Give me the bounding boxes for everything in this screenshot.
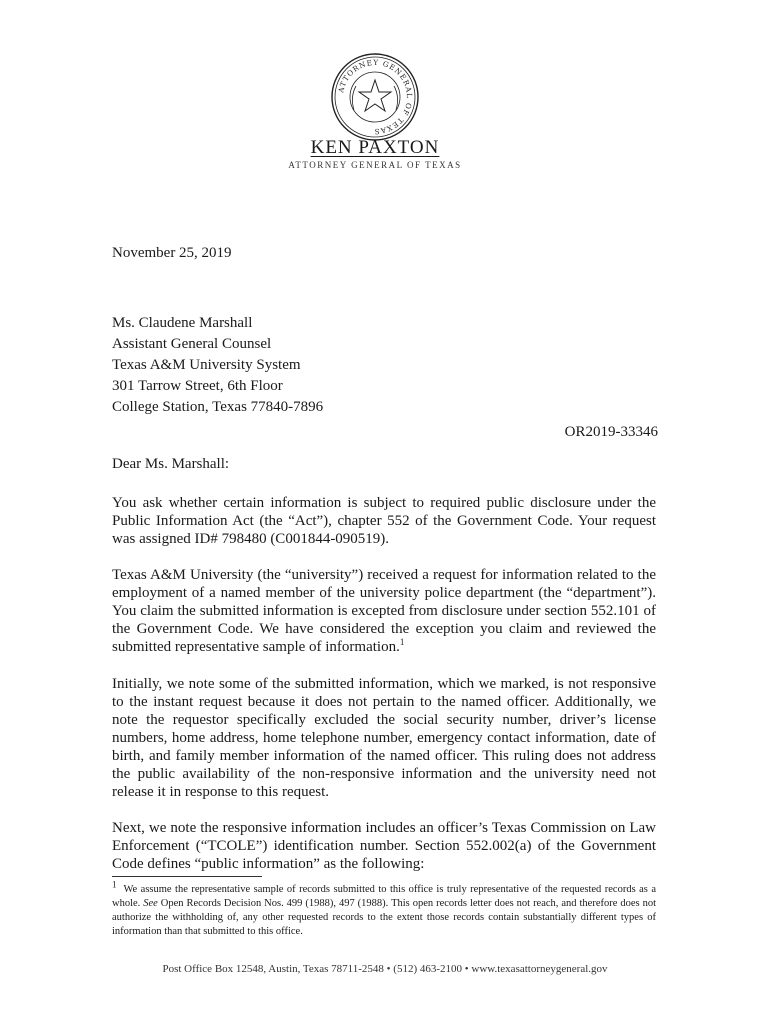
paragraph-3: Initially, we note some of the submitted information, which we marked, is not responsive to the instant request because it does not pertain to the named officer. Additionally, we note the requestor specifically excluded the social security number, driver’s license numbers, home address, home telephone number, emergency contact information, date of birth, and family member information of the named officer. This ruling does not address the public availability of the non-responsive information and the university need not release it in response to this request.	[112, 676, 656, 800]
footnote-text-after: Open Records Decision Nos. 499 (1988), 497 (1988). This open records letter does not reach, and therefore does not authorize the withholding of, any other requested records to the extent those records contain substantially different types of information than that submitted to this office.	[112, 898, 656, 937]
recipient-line: Texas A&M University System	[112, 357, 301, 373]
footnote-mark: 1	[112, 879, 117, 890]
attorney-general-seal	[330, 52, 420, 142]
paragraph-4: Next, we note the responsive information includes an officer’s Texas Commission on Law Enforcement (“TCOLE”) identification number. Section 552.002(a) of the Government Code defines “public information” as the following:	[112, 820, 656, 872]
footnote-divider	[112, 876, 262, 877]
attorney-general-name: KEN PAXTON	[310, 137, 440, 158]
recipient-address	[112, 313, 323, 418]
paragraph-2	[112, 566, 656, 656]
footnote	[112, 879, 657, 939]
footnote-reference[interactable]: 1	[399, 637, 405, 647]
letter-date: November 25, 2019	[112, 245, 232, 261]
recipient-line: Assistant General Counsel	[112, 336, 272, 352]
recipient-line: College Station, Texas 77840-7896	[112, 399, 324, 415]
salutation: Dear Ms. Marshall:	[112, 456, 230, 472]
recipient-line: Ms. Claudene Marshall	[112, 315, 253, 331]
attorney-general-title: ATTORNEY GENERAL OF TEXAS	[288, 160, 462, 170]
paragraph-2-text: Texas A&M University (the “university”) received a request for information related to the employment of a named member of the university police department (the “department”). You claim the submitted information is excepted from disclosure under section 552.101 of the Government Code. We have considered the exception you claim and reviewed the submitted representative sample of information.	[112, 567, 656, 655]
svg-text:ATTORNEY GENERAL OF TEXAS: ATTORNEY GENERAL OF TEXAS	[336, 57, 415, 137]
footnote-text-before: We assume the representative sample of records submitted to this office is truly representative of the requested records as a whole.	[112, 884, 657, 909]
recipient-line: 301 Tarrow Street, 6th Floor	[112, 378, 283, 394]
footnote-see: See	[143, 898, 158, 909]
footer-contact: Post Office Box 12548, Austin, Texas 78711-2548 • (512) 463-2100 • www.texasattorneygeneral.gov	[162, 963, 608, 975]
ruling-number: OR2019-33346	[564, 424, 658, 440]
seal-icon	[330, 52, 420, 142]
paragraph-1: You ask whether certain information is subject to required public disclosure under the Public Information Act (the “Act”), chapter 552 of the Government Code. Your request was assigned ID# 798480 (C001844-090519).	[112, 495, 656, 547]
